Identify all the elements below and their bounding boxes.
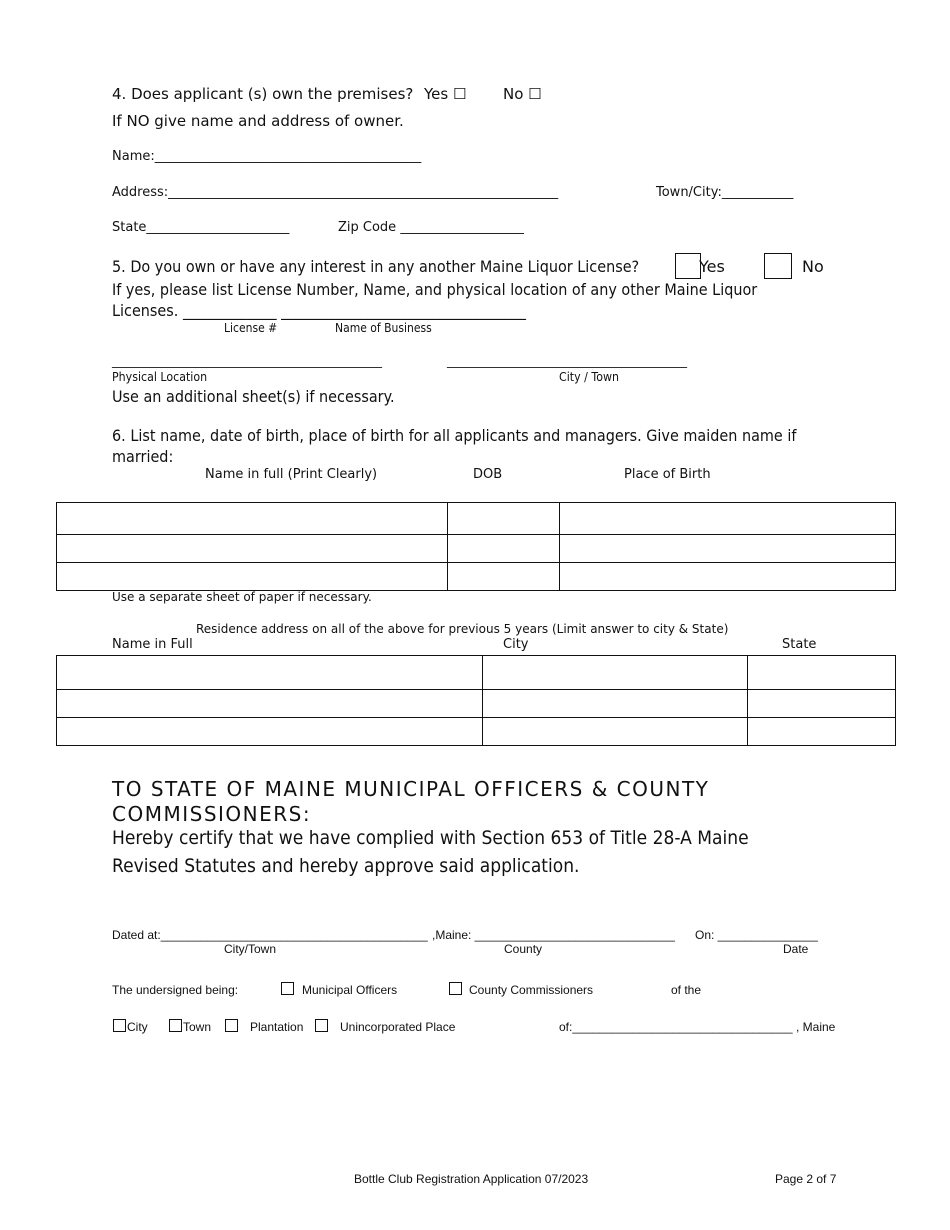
separate-sheet-note: Use a separate sheet of paper if necessary.: [112, 590, 372, 604]
col-name-header: Name in full (Print Clearly): [205, 467, 378, 482]
unincorporated-label: Unincorporated Place: [340, 1020, 456, 1034]
undersigned-label: The undersigned being:: [112, 983, 239, 997]
certify-heading-line2: COMMISSIONERS:: [112, 802, 312, 826]
applicant-pob-cell[interactable]: [560, 503, 896, 535]
date-hint: Date: [783, 942, 809, 956]
applicants-table: [56, 502, 896, 591]
res-col-state-header: State: [782, 637, 817, 652]
license-number-hint: License #: [224, 321, 278, 335]
q5-no-checkbox[interactable]: [764, 253, 792, 279]
certify-body-line2: Revised Statutes and hereby approve said application.: [112, 855, 580, 877]
col-dob-header: DOB: [473, 467, 503, 482]
additional-sheet-note: Use an additional sheet(s) if necessary.: [112, 387, 395, 406]
physical-location-hint: Physical Location: [112, 370, 208, 384]
city-town-field[interactable]: ________________________________________: [447, 354, 687, 368]
of-the-label: of the: [671, 983, 702, 997]
res-col-city-header: City: [503, 637, 529, 652]
table-row: [57, 503, 896, 535]
owner-zip-field[interactable]: Zip Code ___________________: [338, 220, 524, 235]
residence-name-cell[interactable]: [57, 656, 483, 690]
certify-body-line1: Hereby certify that we have complied with Section 653 of Title 28-A Maine: [112, 827, 749, 849]
county-commissioners-label: County Commissioners: [469, 983, 594, 997]
q5-line2: If yes, please list License Number, Name, and physical location of any other Maine Liquor: [112, 280, 758, 299]
res-col-name-header: Name in Full: [112, 637, 193, 652]
physical-location-field[interactable]: _____________________________________________: [112, 354, 382, 368]
table-row: [57, 718, 896, 746]
col-pob-header: Place of Birth: [624, 467, 711, 482]
footer-page-number: Page 2 of 7: [775, 1172, 837, 1186]
applicant-dob-cell[interactable]: [448, 563, 560, 591]
city-checkbox[interactable]: [113, 1019, 126, 1032]
q5-no-label: No: [802, 257, 824, 276]
residence-name-cell[interactable]: [57, 690, 483, 718]
q6-line1: 6. List name, date of birth, place of birth for all applicants and managers. Give maiden name if: [112, 426, 797, 445]
residence-state-cell[interactable]: [748, 690, 896, 718]
residence-city-cell[interactable]: [483, 690, 748, 718]
dated-at-field[interactable]: Dated at:________________________________________: [112, 928, 428, 942]
city-town-hint: City / Town: [559, 370, 620, 384]
table-row: [57, 535, 896, 563]
applicant-pob-cell[interactable]: [560, 563, 896, 591]
q5-yes-label: Yes: [699, 257, 725, 276]
table-row: [57, 690, 896, 718]
owner-address-field[interactable]: Address:____________________________________________________________: [112, 185, 559, 200]
business-name-hint: Name of Business: [335, 321, 432, 335]
q5-licenses-field[interactable]: Licenses. _____________ __________________________________: [112, 301, 526, 320]
q4-no-option[interactable]: No ☐: [503, 85, 542, 103]
residence-city-cell[interactable]: [483, 656, 748, 690]
county-hint: County: [504, 942, 543, 956]
owner-town-field[interactable]: Town/City:___________: [656, 185, 794, 200]
residence-city-cell[interactable]: [483, 718, 748, 746]
owner-name-field[interactable]: Name:_________________________________________: [112, 149, 422, 164]
municipal-officers-label: Municipal Officers: [302, 983, 398, 997]
q4-note: If NO give name and address of owner.: [112, 112, 404, 130]
county-commissioners-checkbox[interactable]: [449, 982, 462, 995]
q5-question: 5. Do you own or have any interest in any another Maine Liquor License?: [112, 257, 640, 276]
applicant-name-cell[interactable]: [57, 503, 448, 535]
plantation-label: Plantation: [250, 1020, 304, 1034]
unincorporated-checkbox[interactable]: [315, 1019, 328, 1032]
q4-question: 4. Does applicant (s) own the premises?: [112, 85, 414, 103]
q4-yes-option[interactable]: Yes ☐: [424, 85, 467, 103]
applicant-name-cell[interactable]: [57, 563, 448, 591]
q6-line2: married:: [112, 447, 174, 466]
applicant-pob-cell[interactable]: [560, 535, 896, 563]
municipality-field[interactable]: of:_________________________________: [559, 1020, 793, 1034]
municipal-officers-checkbox[interactable]: [281, 982, 294, 995]
residence-title: Residence address on all of the above for previous 5 years (Limit answer to city & State): [196, 622, 729, 636]
applicant-dob-cell[interactable]: [448, 535, 560, 563]
residence-state-cell[interactable]: [748, 718, 896, 746]
town-checkbox[interactable]: [169, 1019, 182, 1032]
residence-table: [56, 655, 896, 746]
footer-title: Bottle Club Registration Application 07/2023: [354, 1172, 589, 1186]
table-row: [57, 656, 896, 690]
town-label: Town: [183, 1020, 212, 1034]
maine-label: , Maine: [796, 1020, 836, 1034]
q5-yes-checkbox[interactable]: [675, 253, 701, 279]
plantation-checkbox[interactable]: [225, 1019, 238, 1032]
county-field[interactable]: ,Maine: ______________________________: [432, 928, 675, 942]
table-row: [57, 563, 896, 591]
owner-state-field[interactable]: State______________________: [112, 220, 290, 235]
city-label: City: [127, 1020, 148, 1034]
applicant-name-cell[interactable]: [57, 535, 448, 563]
applicant-dob-cell[interactable]: [448, 503, 560, 535]
date-field[interactable]: On: _______________: [695, 928, 818, 942]
residence-state-cell[interactable]: [748, 656, 896, 690]
city-town-hint: City/Town: [224, 942, 277, 956]
certify-heading-line1: TO STATE OF MAINE MUNICIPAL OFFICERS & COUNTY: [112, 777, 710, 801]
residence-name-cell[interactable]: [57, 718, 483, 746]
